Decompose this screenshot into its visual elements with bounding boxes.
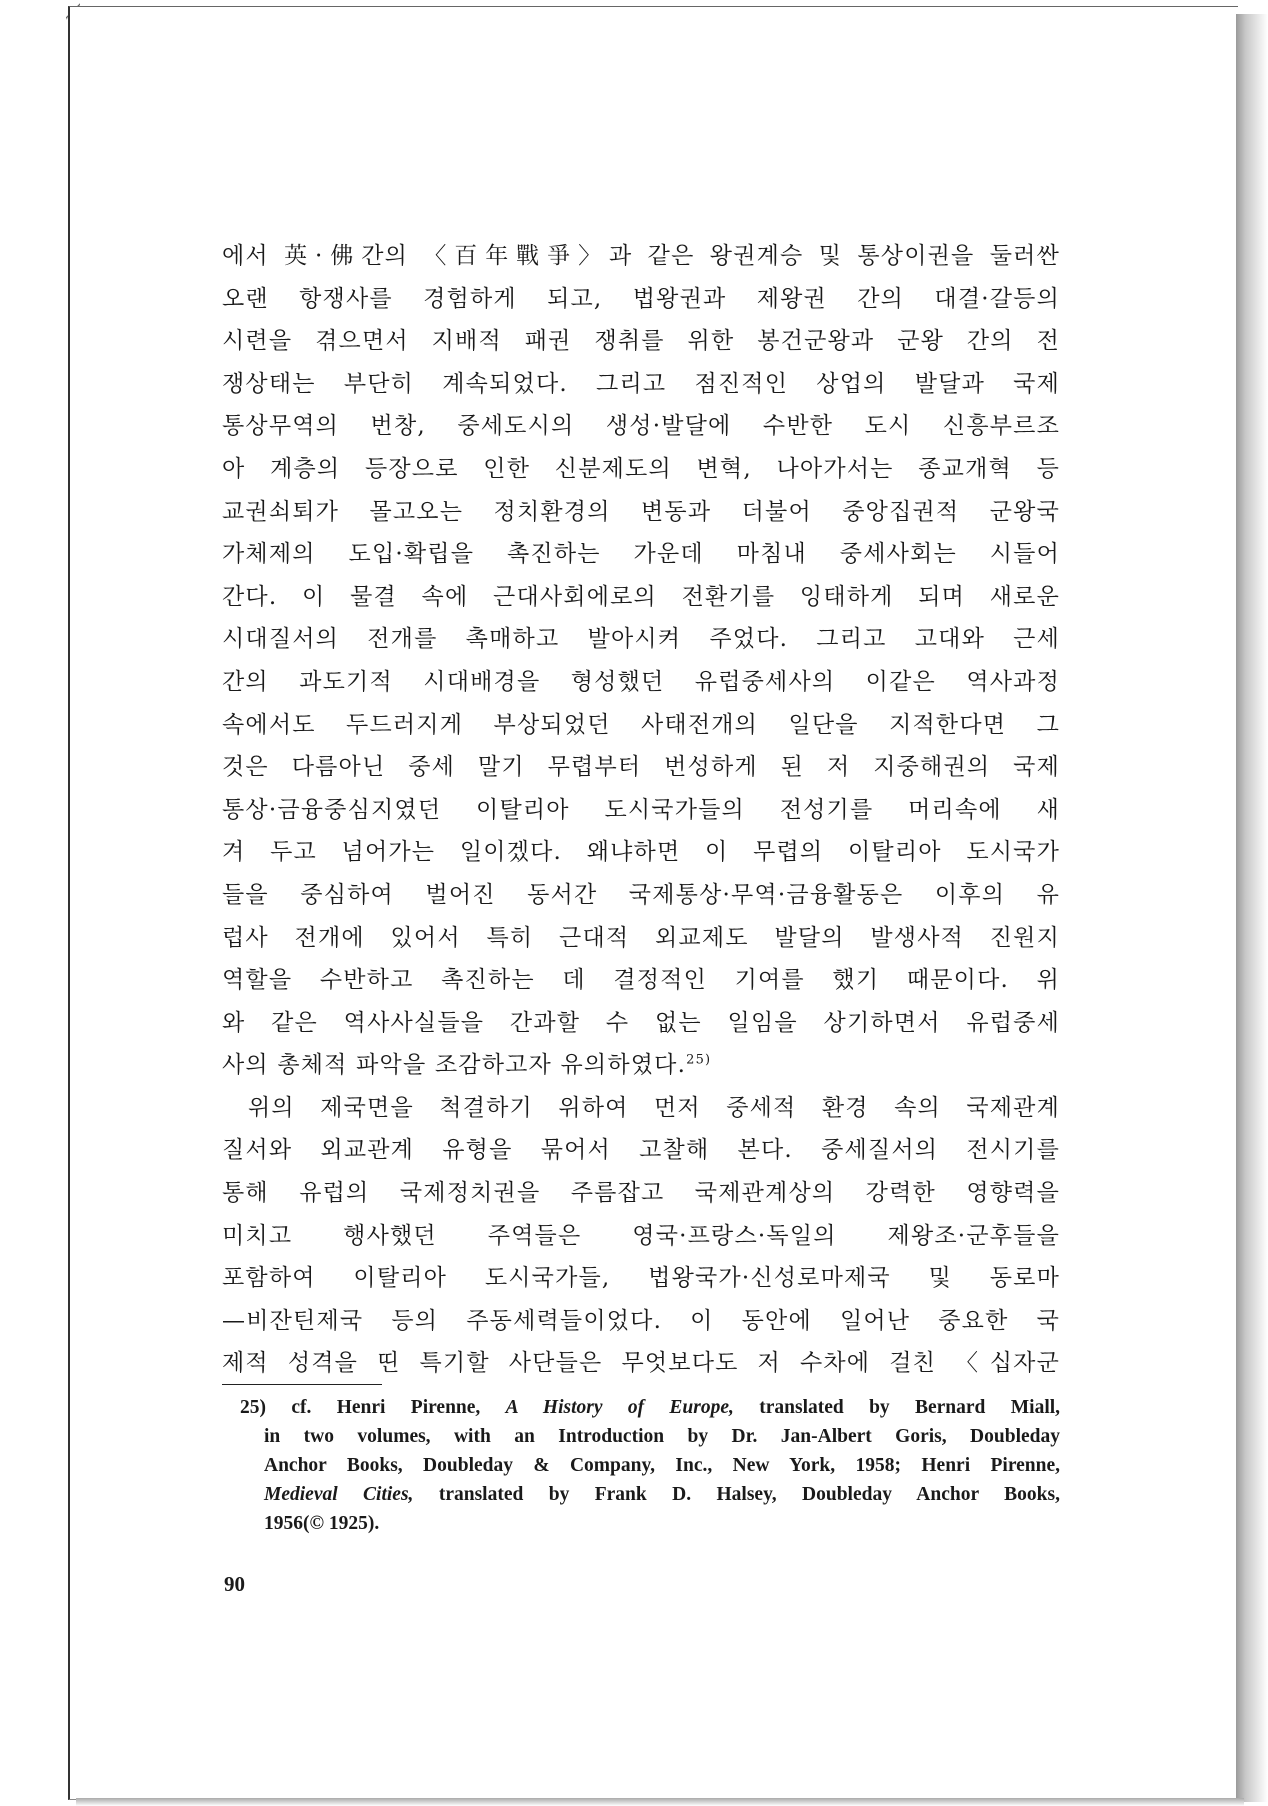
text-line: 간의 과도기적 시대배경을 형성했던 유럽중세사의 이같은 역사과정	[222, 668, 1060, 695]
text-line: 사의 총체적 파악을 조감하고자 유의하였다.	[222, 1052, 687, 1079]
text-line: 포함하여 이탈리아 도시국가들, 법왕국가·신성로마제국 및 동로마	[222, 1265, 1060, 1292]
footnote-text: cf. Henri Pirenne,	[291, 1397, 481, 1418]
text-line: 것은 다름아닌 중세 말기 무렵부터 번성하게 된 저 지중해권의 국제	[222, 754, 1060, 781]
footnote-divider	[222, 1384, 382, 1385]
text-line: —비잔틴제국 등의 주동세력들이었다. 이 동안에 일어난 중요한 국	[222, 1307, 1060, 1334]
text-line: 에서 英·佛간의 〈百年戰爭〉과 같은 왕권계승 및 통상이권을 둘러싼	[222, 243, 1060, 269]
text-line: 질서와 외교관계 유형을 묶어서 고찰해 본다. 중세질서의 전시기를	[222, 1137, 1060, 1164]
footnote-reference[interactable]: 25)	[686, 1052, 712, 1068]
text-line: 와 같은 역사사실들을 간과할 수 없는 일임을 상기하면서 유럽중세	[222, 1009, 1060, 1036]
footnote-line: 1956(© 1925).	[264, 1513, 380, 1534]
text-line: 통해 유럽의 국제정치권을 주름잡고 국제관계상의 강력한 영향력을	[222, 1180, 1060, 1207]
text-line: 통상·금융중심지였던 이탈리아 도시국가들의 전성기를 머리속에 새	[222, 796, 1060, 823]
footnote-text: translated by Frank D. Halsey, Doubleday Anchor Books,	[438, 1484, 1060, 1505]
footnote-text: translated by Bernard Miall,	[759, 1397, 1061, 1418]
text-line: 미치고 행사했던 주역들은 영국·프랑스·독일의 제왕조·군후들을	[222, 1222, 1060, 1249]
footnote-25	[240, 1393, 1060, 1538]
text-line: 시대질서의 전개를 촉매하고 발아시켜 주었다. 그리고 고대와 근세	[222, 626, 1060, 653]
footnote-line	[240, 1480, 1060, 1509]
text-line: 오랜 항쟁사를 경험하게 되고, 법왕권과 제왕권 간의 대결·갈등의	[222, 285, 1060, 312]
text-line: 속에서도 두드러지게 부상되었던 사태전개의 일단을 지적한다면 그	[222, 711, 1060, 738]
text-line: 럽사 전개에 있어서 특히 근대적 외교제도 발달의 발생사적 진원지	[222, 924, 1060, 951]
text-line-with-footnote	[222, 1044, 1060, 1087]
text-line: 쟁상태는 부단히 계속되었다. 그리고 점진적인 상업의 발달과 국제	[222, 370, 1060, 397]
text-line: 겨 두고 넘어가는 일이겠다. 왜냐하면 이 무렵의 이탈리아 도시국가	[222, 839, 1060, 866]
footnote-line: Anchor Books, Doubleday & Company, Inc., New York, 1958; Henri Pirenne,	[264, 1455, 1060, 1476]
page-number: 90	[224, 1572, 245, 1596]
text-line: 교권쇠퇴가 몰고오는 정치환경의 변동과 더불어 중앙집권적 군왕국	[222, 498, 1060, 525]
text-line: 가체제의 도입·확립을 촉진하는 가운데 마침내 중세사회는 시들어	[222, 541, 1060, 568]
text-line: 아 계층의 등장으로 인한 신분제도의 변혁, 나아가서는 종교개혁 등	[222, 455, 1060, 482]
text-line: 통상무역의 번창, 중세도시의 생성·발달에 수반한 도시 신흥부르조	[222, 413, 1060, 440]
page-shadow-right	[1236, 14, 1268, 1802]
footnote-line	[240, 1393, 1060, 1422]
text-line: 간다. 이 물결 속에 근대사회에로의 전환기를 잉태하게 되며 새로운	[222, 583, 1060, 610]
footnote-number: 25)	[240, 1397, 266, 1418]
page-shadow-bottom	[76, 1798, 1244, 1806]
body-text	[222, 235, 1060, 1385]
paragraph-start-line: 위의 제국면을 척결하기 위하여 먼저 중세적 환경 속의 국제관계	[248, 1094, 1060, 1121]
footnote-line: in two volumes, with an Introduction by Dr. Jan-Albert Goris, Doubleday	[264, 1426, 1060, 1447]
text-line: 역할을 수반하고 촉진하는 데 결정적인 기여를 했기 때문이다. 위	[222, 967, 1060, 994]
footnote-book-title: Medieval Cities,	[264, 1484, 414, 1505]
text-line: 시련을 겪으면서 지배적 패권 쟁취를 위한 봉건군왕과 군왕 간의 전	[222, 328, 1060, 355]
footnote-book-title: A History of Europe,	[505, 1397, 734, 1418]
text-line: 제적 성격을 띤 특기할 사단들은 무엇보다도 저 수차에 걸친 〈십자군	[222, 1350, 1060, 1377]
text-line: 들을 중심하여 벌어진 동서간 국제통상·무역·금융활동은 이후의 유	[222, 881, 1060, 908]
